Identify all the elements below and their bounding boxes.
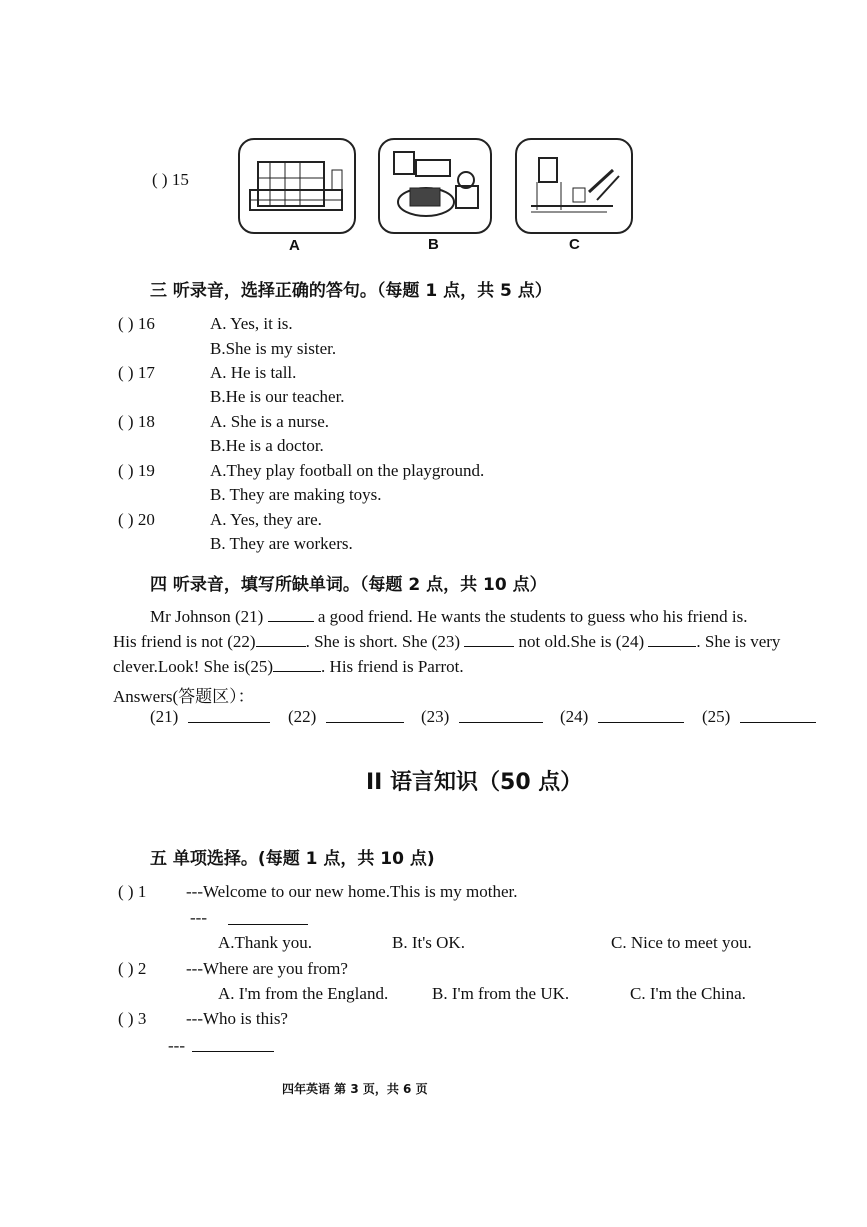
q2-question: ---Where are you from? [186, 959, 348, 978]
q20-option-b: B. They are workers. [210, 534, 353, 553]
q16-number: ( ) 16 [118, 314, 155, 333]
q16-option-b: B.She is my sister. [210, 339, 337, 358]
classroom-sketch-icon [240, 140, 354, 232]
answer-22-label: (22) [288, 707, 317, 726]
q20-number: ( ) 20 [118, 510, 155, 529]
option-c-label: C [569, 236, 580, 253]
option-b-label: B [428, 236, 439, 253]
q3-question: ---Who is this? [186, 1009, 288, 1028]
q15-number: ( ) 15 [152, 170, 189, 189]
blank-24[interactable] [648, 632, 696, 647]
q1-answer-blank[interactable] [228, 924, 308, 925]
passage-text: Mr Johnson (21) [150, 607, 264, 626]
passage-text: not old.She is (24) [518, 632, 645, 651]
q17-option-a: A. He is tall. [210, 363, 297, 382]
q1-dash: --- [190, 908, 207, 927]
q2-option-a: A. I'm from the England. [218, 984, 389, 1003]
q1-question: ---Welcome to our new home.This is my mother. [186, 882, 518, 901]
q19-number: ( ) 19 [118, 461, 155, 480]
passage-line-1 [150, 607, 748, 627]
answer-22-field[interactable] [326, 722, 404, 723]
q19-option-b: B. They are making toys. [210, 485, 382, 504]
q17-number: ( ) 17 [118, 363, 155, 382]
passage-text: . She is very [696, 632, 781, 651]
answer-23-field[interactable] [459, 722, 543, 723]
blank-21[interactable] [268, 607, 314, 622]
part4-title: 四 听录音，填写所缺单词。（每题 2 点，共 10 点） [150, 575, 547, 595]
passage-text: His friend is not (22) [113, 632, 256, 651]
blank-23[interactable] [464, 632, 514, 647]
blank-22[interactable] [256, 632, 306, 647]
passage-text: . His friend is Parrot. [321, 657, 464, 676]
passage-text: clever.Look! She is(25) [113, 657, 274, 676]
answer-21-field[interactable] [188, 722, 270, 723]
q1-option-c: C. Nice to meet you. [611, 933, 752, 952]
passage-line-3 [113, 657, 464, 677]
q18-option-b: B.He is a doctor. [210, 436, 324, 455]
answer-23-label: (23) [421, 707, 450, 726]
passage-text: a good friend. He wants the students to guess who his friend is. [317, 607, 748, 626]
answers-label: Answers(答题区）： [113, 687, 255, 706]
q3-number: ( ) 3 [118, 1009, 147, 1028]
toys-sketch-icon [380, 140, 490, 232]
answer-25-label: (25) [702, 707, 731, 726]
picture-option-b [378, 138, 492, 234]
q1-number: ( ) 1 [118, 882, 147, 901]
q1-option-b: B. It's OK. [392, 933, 465, 952]
option-a-label: A [289, 237, 300, 254]
q18-option-a: A. She is a nurse. [210, 412, 329, 431]
section-title: II 语言知识（50 点） [366, 770, 583, 795]
playground-sketch-icon [517, 140, 631, 232]
passage-line-2 [113, 632, 780, 652]
q18-number: ( ) 18 [118, 412, 155, 431]
picture-option-a [238, 138, 356, 234]
part5-title: 五 单项选择。(每题 1 点，共 10 点) [150, 849, 435, 869]
q19-option-a: A.They play football on the playground. [210, 461, 485, 480]
q17-option-b: B.He is our teacher. [210, 387, 345, 406]
answer-25-field[interactable] [740, 722, 816, 723]
passage-text: . She is short. She (23) [305, 632, 461, 651]
q16-option-a: A. Yes, it is. [210, 314, 293, 333]
q2-option-b: B. I'm from the UK. [432, 984, 570, 1003]
q3-answer-blank[interactable] [192, 1051, 274, 1052]
blank-25[interactable] [273, 657, 321, 672]
q2-number: ( ) 2 [118, 959, 147, 978]
q2-option-c: C. I'm the China. [630, 984, 746, 1003]
part3-title: 三 听录音，选择正确的答句。（每题 1 点，共 5 点） [150, 281, 552, 301]
answer-24-field[interactable] [598, 722, 684, 723]
picture-option-c [515, 138, 633, 234]
page-footer: 四年英语 第 3 页，共 6 页 [282, 1082, 428, 1096]
q20-option-a: A. Yes, they are. [210, 510, 322, 529]
answer-21-label: (21) [150, 707, 179, 726]
q3-dash: --- [168, 1036, 185, 1055]
answer-24-label: (24) [560, 707, 589, 726]
q1-option-a: A.Thank you. [218, 933, 312, 952]
